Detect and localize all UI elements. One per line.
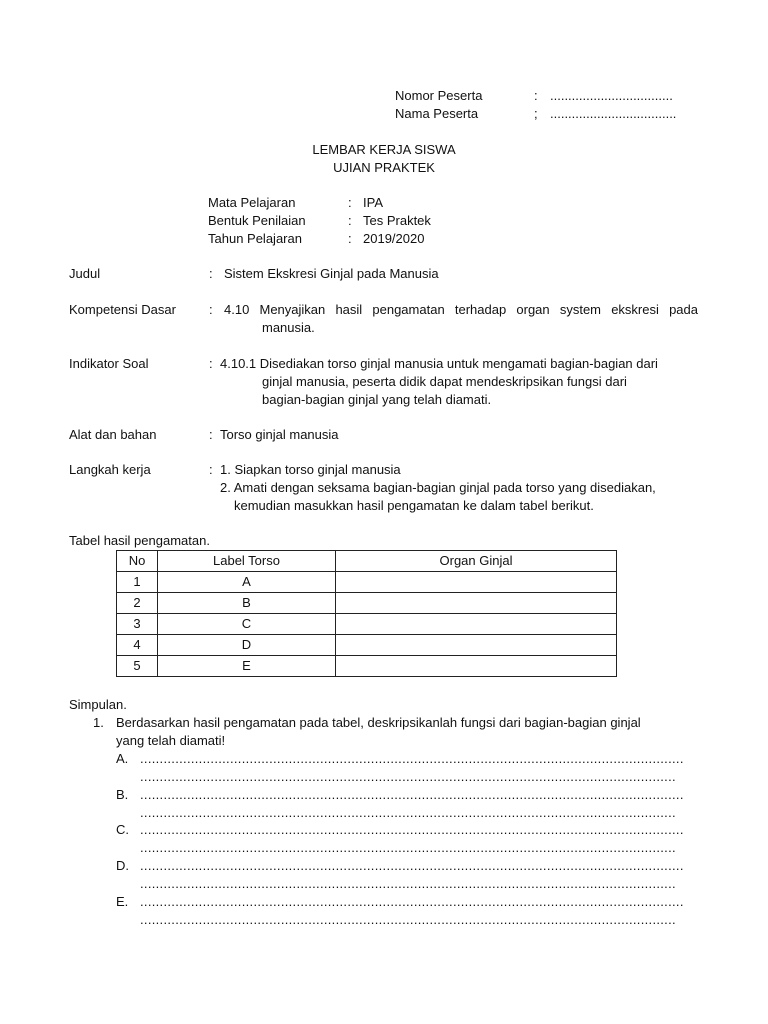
cell-organ-ginjal[interactable] — [336, 614, 617, 635]
meta-label-tahun-pelajaran: Tahun Pelajaran — [208, 231, 302, 246]
cell-no: 1 — [117, 572, 158, 593]
nama-peserta-separator: ; — [534, 106, 538, 121]
simpulan-title: Simpulan. — [69, 697, 127, 712]
answer-a-line-2[interactable]: ......................................................................................................................................... — [140, 769, 676, 784]
nama-peserta-field[interactable]: ................................... — [550, 106, 677, 121]
answer-b-line-2[interactable]: ......................................................................................................................................... — [140, 805, 676, 820]
cell-organ-ginjal[interactable] — [336, 656, 617, 677]
answer-letter-b: B. — [116, 787, 129, 802]
answer-letter-e: E. — [116, 894, 129, 909]
table-row — [117, 593, 617, 614]
nomor-peserta-label: Nomor Peserta — [395, 88, 483, 103]
column-header-label-torso: Label Torso — [158, 551, 336, 572]
nama-peserta-label: Nama Peserta — [395, 106, 479, 121]
answer-a-line-1[interactable]: ........................................................................................................................................... — [140, 751, 684, 766]
question-number: 1. — [93, 715, 104, 730]
answer-letter-a: A. — [116, 751, 129, 766]
answer-e-line-1[interactable]: ........................................................................................................................................... — [140, 894, 684, 909]
document-subtitle: UJIAN PRAKTEK — [333, 160, 435, 175]
meta-separator: : — [348, 231, 352, 246]
cell-label-torso: B — [158, 593, 336, 614]
answer-letter-d: D. — [116, 858, 129, 873]
cell-no: 3 — [117, 614, 158, 635]
cell-label-torso: A — [158, 572, 336, 593]
alat-label: Alat dan bahan — [69, 427, 157, 442]
alat-separator: : — [209, 427, 213, 442]
nomor-peserta-separator: : — [534, 88, 538, 103]
langkah-separator: : — [209, 462, 213, 477]
indikator-line-1: 4.10.1 Disediakan torso ginjal manusia untuk mengamati bagian-bagian dari — [220, 356, 658, 371]
question-line-2: yang telah diamati! — [116, 733, 226, 748]
kompetensi-value: 4.10 Menyajikan hasil pengamatan terhadap organ system ekskresi pada manusia. — [224, 302, 698, 335]
document-title: LEMBAR KERJA SISWA — [312, 142, 456, 157]
table-caption: Tabel hasil pengamatan. — [69, 533, 210, 548]
cell-organ-ginjal[interactable] — [336, 593, 617, 614]
cell-organ-ginjal[interactable] — [336, 572, 617, 593]
cell-no: 4 — [117, 635, 158, 656]
table-row — [117, 572, 617, 593]
kompetensi-block — [224, 301, 698, 337]
langkah-label: Langkah kerja — [69, 462, 151, 477]
meta-value-mata-pelajaran: IPA — [363, 195, 383, 210]
meta-value-tahun-pelajaran: 2019/2020 — [363, 231, 425, 246]
meta-separator: : — [348, 213, 352, 228]
langkah-step-1: 1. Siapkan torso ginjal manusia — [220, 462, 401, 477]
nomor-peserta-field[interactable]: .................................. — [550, 88, 673, 103]
langkah-step-2: 2. Amati dengan seksama bagian-bagian ginjal pada torso yang disediakan, — [220, 480, 656, 495]
judul-label: Judul — [69, 266, 101, 281]
cell-organ-ginjal[interactable] — [336, 635, 617, 656]
judul-separator: : — [209, 266, 213, 281]
cell-no: 5 — [117, 656, 158, 677]
column-header-organ-ginjal: Organ Ginjal — [336, 551, 617, 572]
indikator-label: Indikator Soal — [69, 356, 149, 371]
indikator-line-3: bagian-bagian ginjal yang telah diamati. — [262, 392, 492, 407]
column-header-no: No — [117, 551, 158, 572]
indikator-line-2: ginjal manusia, peserta didik dapat mendeskripsikan fungsi dari — [262, 374, 627, 389]
kompetensi-separator: : — [209, 302, 213, 317]
cell-label-torso: C — [158, 614, 336, 635]
meta-separator: : — [348, 195, 352, 210]
indikator-separator: : — [209, 356, 213, 371]
alat-value: Torso ginjal manusia — [220, 427, 339, 442]
cell-no: 2 — [117, 593, 158, 614]
meta-label-bentuk-penilaian: Bentuk Penilaian — [208, 213, 306, 228]
answer-c-line-1[interactable]: ........................................................................................................................................... — [140, 822, 684, 837]
answer-d-line-1[interactable]: ........................................................................................................................................... — [140, 858, 684, 873]
answer-c-line-2[interactable]: ......................................................................................................................................... — [140, 840, 676, 855]
observation-table — [116, 550, 617, 677]
table-header-row — [117, 551, 617, 572]
cell-label-torso: D — [158, 635, 336, 656]
meta-value-bentuk-penilaian: Tes Praktek — [363, 213, 431, 228]
kompetensi-label: Kompetensi Dasar — [69, 302, 176, 317]
table-row — [117, 635, 617, 656]
table-row — [117, 614, 617, 635]
judul-value: Sistem Ekskresi Ginjal pada Manusia — [224, 266, 439, 281]
answer-b-line-1[interactable]: ........................................................................................................................................... — [140, 787, 684, 802]
question-line-1: Berdasarkan hasil pengamatan pada tabel, deskripsikanlah fungsi dari bagian-bagian ginjal — [116, 715, 641, 730]
cell-label-torso: E — [158, 656, 336, 677]
table-row — [117, 656, 617, 677]
answer-e-line-2[interactable]: ......................................................................................................................................... — [140, 912, 676, 927]
meta-label-mata-pelajaran: Mata Pelajaran — [208, 195, 296, 210]
langkah-step-2-continued: kemudian masukkan hasil pengamatan ke dalam tabel berikut. — [234, 498, 594, 513]
answer-letter-c: C. — [116, 822, 129, 837]
answer-d-line-2[interactable]: ......................................................................................................................................... — [140, 876, 676, 891]
